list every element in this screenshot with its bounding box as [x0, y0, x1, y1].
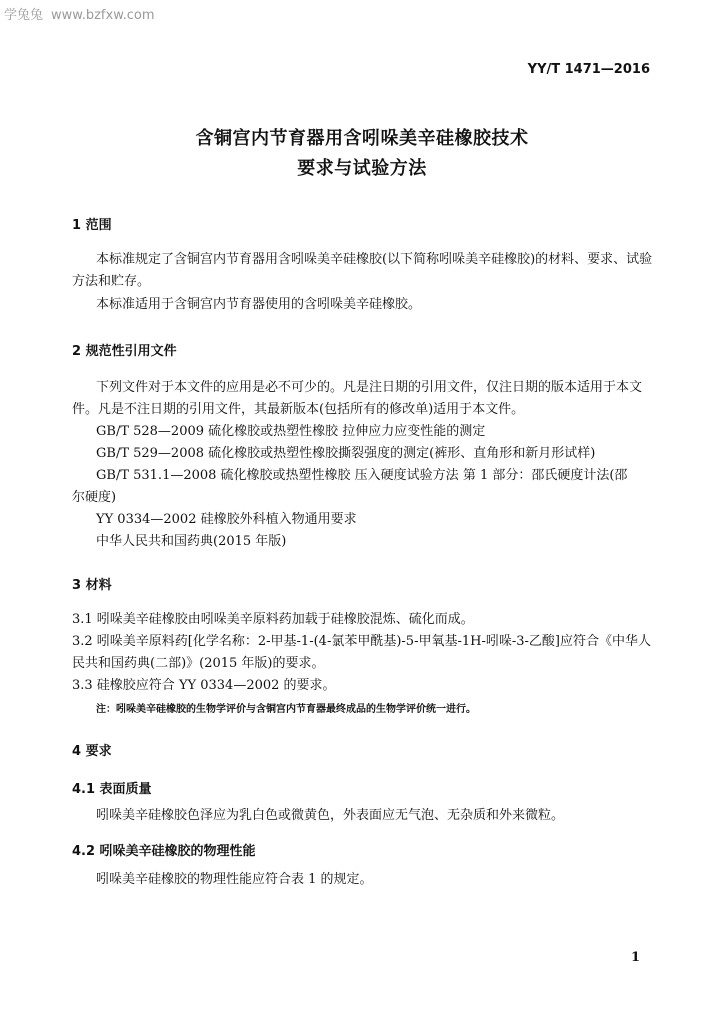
- section-2-heading: 2 规范性引用文件: [72, 344, 177, 359]
- clause-3-2-line-2: 民共和国药典(二部)》(2015 年版)的要求。: [72, 656, 325, 671]
- section-3-heading: 3 材料: [72, 578, 112, 593]
- section-1-heading: 1 范围: [72, 218, 112, 233]
- reference-pharmacopoeia: 中华人民共和国药典(2015 年版): [96, 534, 287, 549]
- page-number: 1: [630, 950, 640, 965]
- reference-yy-0334: YY 0334—2002 硅橡胶外科植入物通用要求: [96, 512, 357, 527]
- section-2-paragraph-line-1: 下列文件对于本文件的应用是必不可少的。凡是注日期的引用文件，仅注日期的版本适用于本文: [96, 380, 643, 395]
- document-number: YY/T 1471—2016: [527, 62, 650, 77]
- reference-gb-t-531-line-2: 尔硬度): [72, 490, 117, 505]
- clause-4-2-text: 吲哚美辛硅橡胶的物理性能应符合表 1 的规定。: [96, 872, 373, 887]
- reference-gb-t-531-line-1: GB/T 531.1—2008 硫化橡胶或热塑性橡胶 压入硬度试验方法 第 1 部分：邵氏硬度计法(邵: [96, 468, 628, 483]
- clause-4-1-text: 吲哚美辛硅橡胶色泽应为乳白色或微黄色，外表面应无气泡、无杂质和外来微粒。: [96, 808, 565, 823]
- section-2-paragraph-line-2: 件。凡是不注日期的引用文件，其最新版本(包括所有的修改单)适用于本文件。: [72, 402, 525, 417]
- reference-gb-t-528: GB/T 528—2009 硫化橡胶或热塑性橡胶 拉伸应力应变性能的测定: [96, 424, 486, 439]
- watermark-site-url: www.bzfxw.com: [51, 8, 155, 23]
- clause-3-1: 3.1 吲哚美辛硅橡胶由吲哚美辛原料药加载于硅橡胶混炼、硫化而成。: [72, 612, 474, 627]
- document-title-line-1: 含铜宫内节育器用含吲哚美辛硅橡胶技术: [195, 128, 529, 149]
- clause-3-3: 3.3 硅橡胶应符合 YY 0334—2002 的要求。: [72, 678, 336, 693]
- watermark-site-name: 学兔兔: [4, 8, 44, 23]
- clause-4-2-heading: 4.2 吲哚美辛硅橡胶的物理性能: [72, 844, 256, 859]
- watermark: [4, 4, 155, 23]
- section-1-paragraph-1-line-1: 本标准规定了含铜宫内节育器用含吲哚美辛硅橡胶(以下简称吲哚美辛硅橡胶)的材料、要求、试验: [96, 252, 653, 267]
- clause-3-2-line-1: 3.2 吲哚美辛原料药[化学名称：2-甲基-1-(4-氯苯甲酰基)-5-甲氧基-1H-吲哚-3-乙酸]应符合《中华人: [72, 634, 651, 649]
- section-1-paragraph-1-line-2: 方法和贮存。: [72, 274, 151, 289]
- clause-4-1-heading: 4.1 表面质量: [72, 782, 152, 797]
- reference-gb-t-529: GB/T 529—2008 硫化橡胶或热塑性橡胶撕裂强度的测定(裤形、直角形和新月形试样): [96, 446, 596, 461]
- document-title-line-2: 要求与试验方法: [297, 158, 427, 179]
- section-3-note: 注：吲哚美辛硅橡胶的生物学评价与含铜宫内节育器最终成品的生物学评价统一进行。: [96, 704, 476, 715]
- section-1-paragraph-2: 本标准适用于含铜宫内节育器使用的含吲哚美辛硅橡胶。: [96, 297, 422, 312]
- section-4-heading: 4 要求: [72, 744, 112, 759]
